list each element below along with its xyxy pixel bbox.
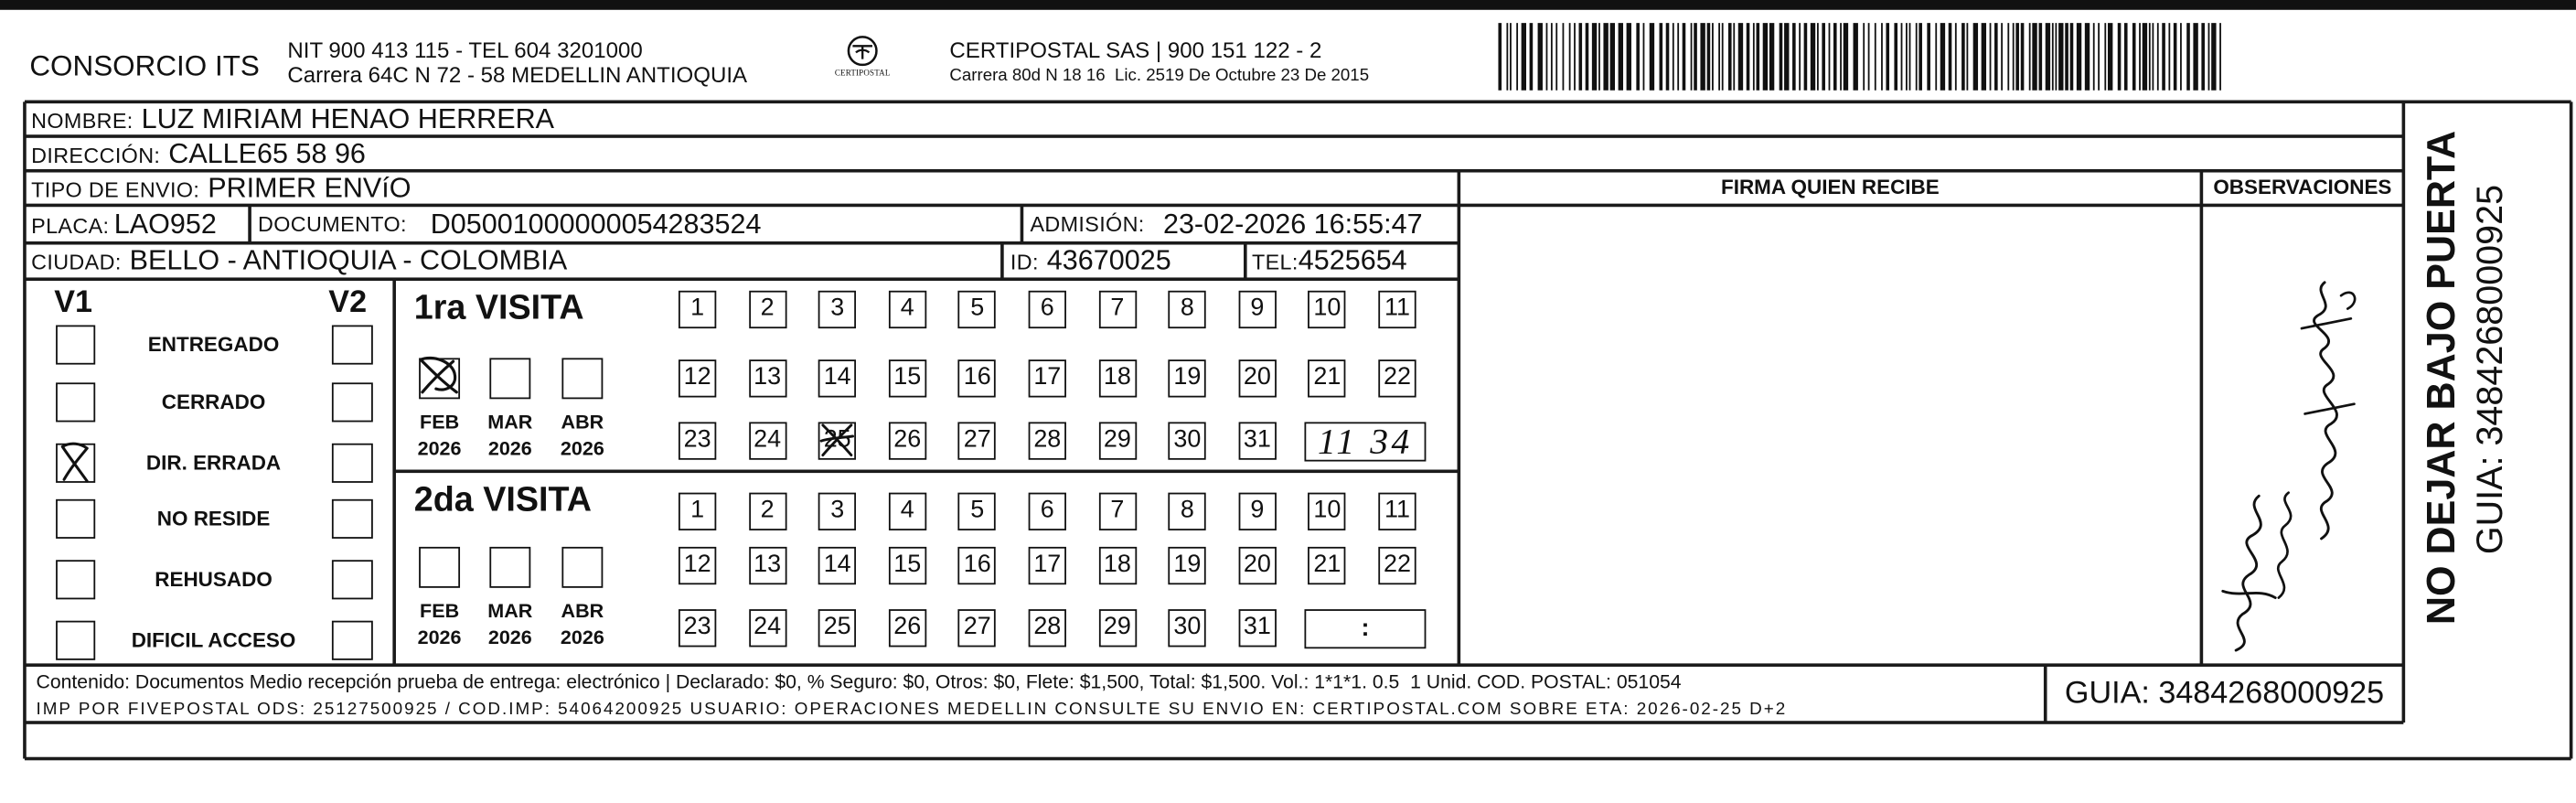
side-guia-number: GUIA: 3484268000925 [2469, 184, 2511, 555]
status-v2-checkbox [332, 621, 373, 660]
day-box-2: 2 [749, 493, 786, 530]
carrier-license: Carrera 80d N 18 16 Lic. 2519 De Octubre 23 De 2015 [949, 67, 1370, 86]
month-name: ABR [561, 599, 604, 623]
barcode-bar [1901, 23, 1903, 91]
form-rule-horizontal [25, 101, 2571, 102]
day-box-18: 18 [1098, 359, 1136, 397]
id-label: ID: [1010, 249, 1039, 274]
status-label: ENTREGADO [147, 333, 280, 357]
barcode-bar [2007, 23, 2009, 91]
day-box-29: 29 [1098, 609, 1136, 647]
barcode-bar [1530, 23, 1534, 91]
barcode-bar [1569, 23, 1571, 91]
nombre-value: LUZ MIRIAM HENAO HERRERA [141, 103, 555, 135]
barcode-bar [2029, 23, 2031, 91]
day-box-5: 5 [958, 493, 996, 530]
top-edge-bar [0, 0, 2576, 10]
month-label [401, 598, 477, 650]
day-box-22: 22 [1378, 547, 1416, 584]
barcode-bar [1886, 23, 1889, 91]
form-rule-horizontal [25, 204, 2403, 206]
form-rule-horizontal [25, 722, 2403, 723]
company-name: CONSORCIO ITS [29, 48, 260, 82]
tel-label: TEL: [1251, 249, 1299, 274]
barcode-bar [1627, 23, 1631, 91]
barcode-bar [1909, 23, 1911, 91]
barcode-bar [2039, 23, 2043, 91]
month-label [545, 409, 621, 461]
direccion-value: CALLE65 58 96 [168, 137, 366, 169]
day-box-13: 13 [749, 547, 786, 584]
barcode-bar [1610, 23, 1615, 91]
barcode-bar [1829, 23, 1831, 91]
day-box-14: 14 [818, 547, 856, 584]
documento-label-cell [258, 207, 407, 241]
footer-impresion: IMP POR FIVEPOSTAL ODS: 25127500925 / COD.IMP: 54064200925 USUARIO: OPERACIONES MEDELLIN CONSULTE SU ENVIO EN: CERTIPOSTAL.COM SOBRE ETA: 2026-02-25 D+2 [36, 699, 1788, 720]
observaciones-handwriting [2209, 262, 2390, 657]
documento-value: D05001000000054283524 [430, 209, 762, 241]
barcode-bar [1677, 23, 1679, 91]
barcode-bar [1769, 23, 1774, 91]
month-name: FEB [420, 410, 460, 434]
day-box-24: 24 [749, 609, 786, 647]
barcode-bar [2104, 23, 2106, 91]
form-rule-horizontal [394, 470, 1459, 472]
day-box-27: 27 [958, 609, 996, 647]
status-label: NO RESIDE [156, 507, 271, 530]
form-rule-horizontal [25, 664, 2403, 666]
barcode-bar [2085, 23, 2090, 91]
form-rule-vertical [1458, 171, 1459, 665]
barcode-bar [1510, 23, 1512, 91]
barcode-bar [1799, 23, 1801, 91]
barcode-bar [1722, 23, 1724, 91]
status-label: CERRADO [161, 391, 266, 414]
barcode-bar [1718, 23, 1720, 91]
barcode-bar [1875, 23, 1876, 91]
time-placeholder: : [1361, 614, 1370, 643]
barcode-bar [1733, 23, 1735, 91]
status-v1-checkbox [56, 560, 95, 599]
barcode-bar [1598, 23, 1600, 91]
day-box-9: 9 [1238, 493, 1276, 530]
barcode-bar [1780, 23, 1783, 91]
day-box-20: 20 [1238, 547, 1276, 584]
status-v2-checkbox [332, 444, 373, 483]
barcode-bar [1551, 23, 1553, 91]
day-box-26: 26 [889, 609, 926, 647]
admision-label: ADMISIÓN: [1030, 211, 1145, 237]
barcode-bar [2174, 23, 2177, 91]
barcode-bar [1927, 23, 1930, 91]
form-rule-vertical [249, 205, 251, 242]
day-box-16: 16 [958, 359, 996, 397]
barcode-bar [1712, 23, 1714, 91]
barcode-bar [1817, 23, 1819, 91]
day-box-25: 25 [818, 422, 856, 459]
barcode-bar [1763, 23, 1768, 91]
form-rule-vertical [2570, 102, 2571, 758]
day-box-1: 1 [679, 493, 716, 530]
barcode-bar [1757, 23, 1760, 91]
month-year: 2026 [560, 436, 604, 460]
day-box-23: 23 [679, 609, 716, 647]
month-year: 2026 [487, 436, 532, 460]
day-box-30: 30 [1169, 609, 1206, 647]
form-rule-horizontal [25, 757, 2571, 759]
barcode-bar [1522, 23, 1526, 91]
barcode-bar [1973, 23, 1978, 91]
time-box [1304, 422, 1426, 461]
barcode-bar [1619, 23, 1623, 91]
day-box-3: 3 [818, 493, 856, 530]
no-dejar-warning: NO DEJAR BAJO PUERTA [2420, 130, 2464, 626]
barcode-bar [2032, 23, 2036, 91]
barcode-bar [2219, 23, 2221, 91]
barcode-bar [2093, 23, 2095, 91]
day-box-11: 11 [1378, 493, 1416, 530]
barcode-bar [2211, 23, 2216, 91]
day-box-4: 4 [889, 493, 926, 530]
barcode-bar [2001, 23, 2003, 91]
firma-header: FIRMA QUIEN RECIBE [1721, 176, 1940, 199]
barcode-bar [2168, 23, 2170, 91]
month-name: FEB [420, 599, 460, 623]
day-box-8: 8 [1169, 291, 1206, 328]
day-box-31: 31 [1238, 422, 1276, 459]
barcode-bar [1563, 23, 1565, 91]
month-checkbox-mar [489, 358, 530, 399]
barcode-bar [1961, 23, 1965, 91]
day-box-22: 22 [1378, 359, 1416, 397]
barcode-bar [1844, 23, 1848, 91]
observaciones-header: OBSERVACIONES [2213, 176, 2392, 199]
barcode-bar [1753, 23, 1755, 91]
barcode-bar [1935, 23, 1937, 91]
day-box-15: 15 [889, 359, 926, 397]
barcode-bar [1804, 23, 1808, 91]
day-box-2: 2 [749, 291, 786, 328]
barcode-bar [1498, 23, 1502, 91]
status-v1-checkbox [56, 382, 95, 422]
id-value: 43670025 [1046, 244, 1171, 276]
barcode-bar [1574, 23, 1576, 91]
barcode-bar [1949, 23, 1952, 91]
barcode-bar [1994, 23, 1998, 91]
barcode-bar [1854, 23, 1858, 91]
barcode-bar [2098, 23, 2100, 91]
barcode-bar [2021, 23, 2025, 91]
month-year: 2026 [417, 626, 462, 649]
barcode-bar [1966, 23, 1968, 91]
check-mark-icon [419, 358, 460, 399]
barcode-bar [1578, 23, 1582, 91]
month-name: ABR [561, 410, 604, 434]
status-v2-checkbox [332, 326, 373, 365]
visit-title: 2da VISITA [413, 481, 593, 519]
form-rule-vertical [2402, 102, 2404, 723]
barcode-bar [1673, 23, 1674, 91]
form-rule-horizontal [25, 135, 2403, 137]
company-nit: NIT 900 413 115 - TEL 604 3201000 [287, 37, 643, 63]
day-box-3: 3 [818, 291, 856, 328]
day-box-16: 16 [958, 547, 996, 584]
barcode-bar [1650, 23, 1654, 91]
day-box-26: 26 [889, 422, 926, 459]
direccion-field [31, 136, 366, 171]
day-box-24: 24 [749, 422, 786, 459]
footer-guia-number: GUIA: 3484268000925 [2064, 676, 2385, 712]
day-box-7: 7 [1098, 291, 1136, 328]
placa-label: PLACA: [31, 213, 110, 239]
form-rule-vertical [393, 279, 395, 665]
day-box-5: 5 [958, 291, 996, 328]
month-label [473, 409, 549, 461]
day-box-25: 25 [818, 609, 856, 647]
admision-label-cell [1030, 207, 1144, 241]
barcode-bar [2139, 23, 2141, 91]
status-v1-checkbox [56, 621, 95, 660]
status-label: DIR. ERRADA [145, 451, 282, 475]
barcode-bar [1683, 23, 1686, 91]
barcode-bar [1738, 23, 1743, 91]
tipo-envio-value: PRIMER ENVíO [208, 172, 412, 204]
barcode-bar [1660, 23, 1663, 91]
barcode-bar [1506, 23, 1508, 91]
form-rule-vertical [1001, 243, 1003, 280]
day-box-20: 20 [1238, 359, 1276, 397]
direccion-label: DIRECCIÓN: [31, 143, 161, 168]
day-box-30: 30 [1169, 422, 1206, 459]
day-box-7: 7 [1098, 493, 1136, 530]
barcode-bar [1555, 23, 1557, 91]
barcode-bar [1811, 23, 1815, 91]
month-checkbox-abr [561, 358, 603, 399]
day-box-18: 18 [1098, 547, 1136, 584]
day-box-19: 19 [1169, 359, 1206, 397]
ciudad-label: CIUDAD: [31, 249, 122, 274]
barcode-bar [1792, 23, 1796, 91]
status-label: DIFICIL ACCESO [131, 628, 296, 652]
day-box-17: 17 [1029, 547, 1066, 584]
barcode-bar [2055, 23, 2057, 91]
barcode-bar [1546, 23, 1548, 91]
certipostal-logo [829, 33, 895, 89]
barcode-bar [1747, 23, 1750, 91]
barcode-bar [1919, 23, 1922, 91]
footer-contenido: Contenido: Documentos Medio recepción prueba de entrega: electrónico | Declarado: $0, % Seguro: $0, Otros: $0, Flete: $1,500, Total: $1,500. Vol.: 1*1*1. 0.5 1 Unid. COD. POSTAL: 051054 [36, 669, 1682, 693]
barcode-bar [2157, 23, 2159, 91]
day-box-10: 10 [1309, 291, 1346, 328]
tipo-envio-label: TIPO DE ENVIO: [31, 177, 200, 202]
company-address: Carrera 64C N 72 - 58 MEDELLIN ANTIOQUIA [287, 62, 748, 88]
barcode-bar [1707, 23, 1711, 91]
barcode-bar [1784, 23, 1789, 91]
nombre-field [31, 102, 554, 136]
day-box-21: 21 [1309, 359, 1346, 397]
status-v2-checkbox [332, 560, 373, 599]
handwritten-time: 11 34 [1317, 420, 1413, 462]
month-year: 2026 [417, 436, 462, 460]
barcode-bar [1728, 23, 1732, 91]
v1-header: V1 [54, 285, 93, 321]
form-rule-vertical [24, 102, 26, 758]
barcode-bar [1863, 23, 1865, 91]
barcode-bar [1643, 23, 1645, 91]
ciudad-value: BELLO - ANTIOQUIA - COLOMBIA [129, 244, 568, 276]
barcode-bar [2162, 23, 2165, 91]
ciudad-field [31, 243, 567, 278]
month-year: 2026 [560, 626, 604, 649]
day-box-28: 28 [1029, 422, 1066, 459]
v2-header: V2 [328, 285, 368, 321]
documento-label: DOCUMENTO: [258, 211, 407, 237]
day-box-13: 13 [749, 359, 786, 397]
barcode-bar [1906, 23, 1908, 91]
placa-value: LAO952 [113, 209, 217, 241]
tel-field [1252, 243, 1407, 278]
day-box-21: 21 [1309, 547, 1346, 584]
day-box-6: 6 [1029, 291, 1066, 328]
barcode-bar [2013, 23, 2015, 91]
form-rule-vertical [1245, 243, 1246, 280]
logo-text: CERTIPOSTAL [834, 70, 891, 80]
day-box-31: 31 [1238, 609, 1276, 647]
barcode-bar [1840, 23, 1842, 91]
month-label [473, 598, 549, 650]
barcode-bar [1822, 23, 1825, 91]
status-v1-checkbox [56, 499, 95, 539]
barcode-bar [2077, 23, 2081, 91]
placa-field [31, 207, 217, 241]
day-box-12: 12 [679, 547, 716, 584]
barcode-bar [2180, 23, 2182, 91]
barcode-bar [1516, 23, 1518, 91]
form-rule-vertical [2200, 171, 2202, 665]
status-label: REHUSADO [155, 568, 273, 592]
tel-value: 4525654 [1298, 244, 1407, 276]
tipo-envio-field [31, 171, 411, 206]
month-name: MAR [487, 599, 533, 623]
day-box-6: 6 [1029, 493, 1066, 530]
barcode-bar [1691, 23, 1693, 91]
barcode-bar [1916, 23, 1918, 91]
barcode-bar [2046, 23, 2050, 91]
barcode-bar [2149, 23, 2151, 91]
carrier-name: CERTIPOSTAL SAS | 900 151 122 - 2 [949, 37, 1322, 63]
barcode-bar [2152, 23, 2154, 91]
barcode-bar [1636, 23, 1640, 91]
day-box-27: 27 [958, 422, 996, 459]
day-box-9: 9 [1238, 291, 1276, 328]
barcode-bar [2108, 23, 2112, 91]
visit-title: 1ra VISITA [413, 289, 584, 327]
cross-mark-icon [818, 422, 856, 459]
barcode-bar [2208, 23, 2210, 91]
admision-value: 23-02-2026 16:55:47 [1162, 209, 1423, 241]
barcode-bar [1881, 23, 1883, 91]
barcode-bar [1940, 23, 1945, 91]
barcode [1498, 23, 2226, 91]
barcode-bar [2052, 23, 2054, 91]
barcode-bar [2201, 23, 2205, 91]
month-checkbox-mar [489, 547, 530, 588]
barcode-bar [2065, 23, 2068, 91]
barcode-bar [2058, 23, 2063, 91]
day-box-8: 8 [1169, 493, 1206, 530]
barcode-bar [1586, 23, 1589, 91]
barcode-bar [1538, 23, 1543, 91]
barcode-bar [2186, 23, 2190, 91]
barcode-bar [1603, 23, 1608, 91]
day-box-29: 29 [1098, 422, 1136, 459]
day-box-23: 23 [679, 422, 716, 459]
barcode-bar [1982, 23, 1986, 91]
check-mark-icon [56, 444, 95, 483]
form-rule-horizontal [25, 169, 2403, 171]
form-rule-vertical [1021, 205, 1022, 242]
barcode-bar [2124, 23, 2128, 91]
barcode-bar [1666, 23, 1670, 91]
day-box-1: 1 [679, 291, 716, 328]
certipostal-logo-icon [829, 33, 895, 72]
nombre-label: NOMBRE: [31, 108, 134, 134]
barcode-bar [1833, 23, 1837, 91]
form-rule-vertical [2044, 665, 2046, 723]
month-checkbox-feb [419, 547, 460, 588]
day-box-19: 19 [1169, 547, 1206, 584]
day-box-14: 14 [818, 359, 856, 397]
barcode-bar [2118, 23, 2122, 91]
month-year: 2026 [487, 626, 532, 649]
day-box-28: 28 [1029, 609, 1066, 647]
month-label [545, 598, 621, 650]
status-v2-checkbox [332, 382, 373, 422]
day-box-10: 10 [1309, 493, 1346, 530]
barcode-bar [1694, 23, 1697, 91]
status-v1-checkbox [56, 326, 95, 365]
barcode-bar [2193, 23, 2197, 91]
barcode-bar [2132, 23, 2136, 91]
barcode-bar [1868, 23, 1870, 91]
month-label [401, 409, 477, 461]
barcode-bar [1955, 23, 1957, 91]
barcode-bar [1894, 23, 1897, 91]
barcode-bar [2143, 23, 2147, 91]
month-name: MAR [487, 410, 533, 434]
day-box-15: 15 [889, 547, 926, 584]
day-box-11: 11 [1378, 291, 1416, 328]
barcode-bar [1592, 23, 1597, 91]
day-box-12: 12 [679, 359, 716, 397]
barcode-bar [2015, 23, 2019, 91]
day-box-17: 17 [1029, 359, 1066, 397]
time-box [1304, 609, 1426, 648]
barcode-bar [2070, 23, 2074, 91]
barcode-bar [1700, 23, 1705, 91]
id-field [1010, 243, 1171, 278]
documento-value-cell [431, 207, 762, 241]
month-checkbox-abr [561, 547, 603, 588]
barcode-bar [1990, 23, 1992, 91]
status-v2-checkbox [332, 499, 373, 539]
day-box-4: 4 [889, 291, 926, 328]
admision-value-cell [1163, 207, 1423, 241]
